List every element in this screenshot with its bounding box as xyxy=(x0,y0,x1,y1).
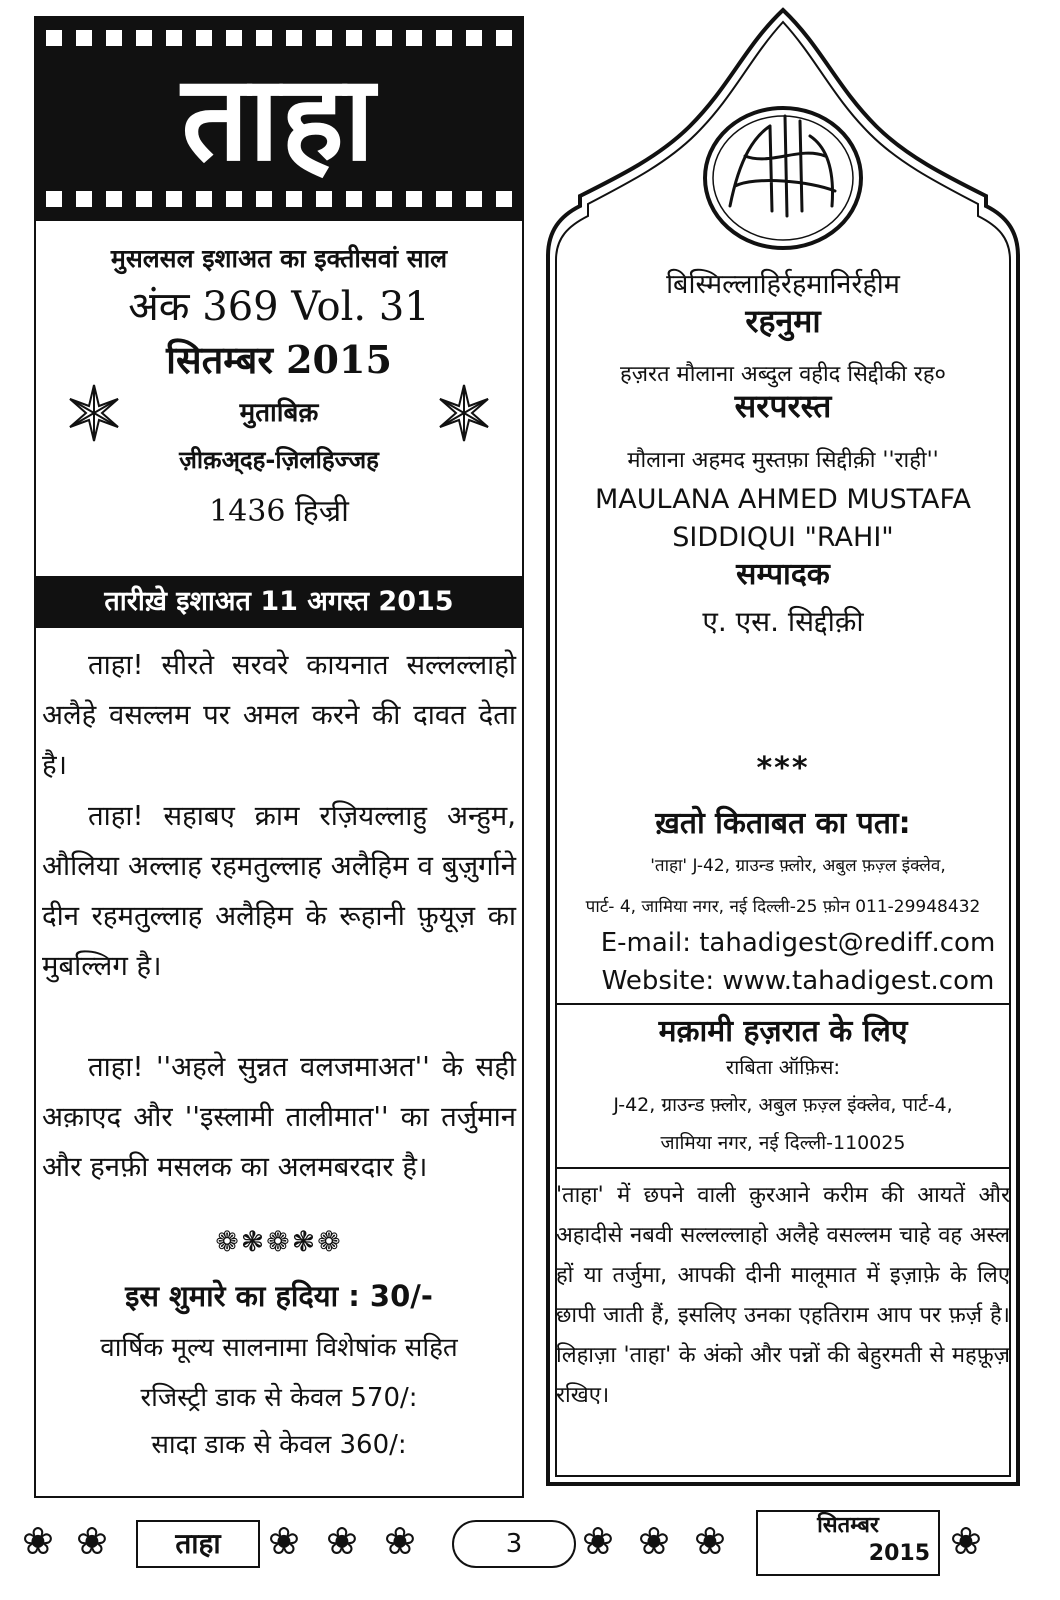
masthead-banner xyxy=(34,16,524,221)
website-link[interactable]: Website: www.tahadigest.com xyxy=(601,966,995,996)
continuous-year-text: मुसलसल इशाअत का इक्तीसवां साल xyxy=(110,244,448,273)
issue-month-year: सितम्बर 2015 xyxy=(166,337,392,382)
magazine-title: ताहा xyxy=(181,49,377,187)
flower-icon: ❀ xyxy=(326,1519,358,1563)
local-office-address: J-42, ग्राउन्ड फ़्लोर, अबुल फ़ज़्ल इंक्लेव, पार्ट-4, xyxy=(613,1094,953,1116)
guide-label: रहनुमा xyxy=(745,302,821,340)
footer-year: 2015 xyxy=(868,1541,930,1566)
page-footer xyxy=(0,1508,1060,1578)
bismillah: बिस्मिल्लाहिर्रहमानिर्रहीम xyxy=(666,269,900,300)
according-to-label: मुताबिक़ xyxy=(239,398,319,428)
flower-icon: ❀ xyxy=(950,1519,982,1563)
flower-icon: ❀ xyxy=(22,1519,54,1563)
right-column xyxy=(540,6,1026,1486)
hijri-year: 1436 हिज्री xyxy=(209,494,349,529)
footer-issue-date xyxy=(756,1510,940,1576)
registered-post-price: रजिस्ट्री डाक से केवल 570/: xyxy=(140,1383,418,1413)
flower-icon: ❀ xyxy=(384,1519,416,1563)
mission-paragraph: ताहा! ''अहले सुन्नत वलजमाअत'' के सही अक़ाएद और ''इस्लामी तालीमात'' का तर्जुमान और हनफ़ी मसलक का अलमबरदार है। xyxy=(42,1051,516,1183)
flower-icon: ❀ xyxy=(268,1519,300,1563)
mission-box xyxy=(34,628,524,1498)
release-date-bar: तारीख़े इशाअत 11 अगस्त 2015 xyxy=(34,576,524,628)
address-line: पार्ट- 4, जामिया नगर, नई दिल्ली-25 फ़ोन 011-29948432 xyxy=(585,897,981,917)
left-column xyxy=(34,16,524,1496)
ordinary-post-price: सादा डाक से केवल 360/: xyxy=(151,1430,407,1460)
flower-divider-icon: ❁❃❁❃❁ xyxy=(215,1225,343,1258)
annual-price-label: वार्षिक मूल्य सालनामा विशेषांक सहित xyxy=(100,1333,458,1363)
mission-paragraph: ताहा! सहाबए क्राम रज़ियल्लाहु अन्हुम, औलिया अल्लाह रहमतुल्लाह अलैहिम व बुज़ुर्गाने दीन रहमतुल्लाह अलैहिम के रूहानी फ़ुयूज़ का मुबल्लिग है। xyxy=(42,800,516,982)
address-line: 'ताहा' J-42, ग्राउन्ड फ़्लोर, अबुल फ़ज़्ल इंक्लेव, xyxy=(650,856,946,876)
mission-paragraph: ताहा! सीरते सरवरे कायनात सल्लल्लाहो अलैहे वसल्लम पर अमल करने की दावत देता है। xyxy=(42,649,516,781)
guide-name: हज़रत मौलाना अब्दुल वहीद सिद्दीकी रह० xyxy=(620,362,946,387)
patron-name-english: MAULANA AHMED MUSTAFA SIDDIQUI "RAHI" xyxy=(595,484,971,553)
volume-number: अंक 369 Vol. 31 xyxy=(128,284,430,330)
page-number: 3 xyxy=(452,1520,576,1568)
hijri-months: ज़ीक़अ्दह-ज़िलहिज्जह xyxy=(179,446,379,474)
local-office-address: जामिया नगर, नई दिल्ली-110025 xyxy=(660,1132,906,1154)
flower-icon: ❀ xyxy=(638,1519,670,1563)
issue-info-box xyxy=(34,221,524,576)
local-office-label: राबिता ऑफ़िस: xyxy=(725,1055,841,1079)
issue-price: इस शुमारे का हदिया : 30/- xyxy=(125,1279,433,1313)
star-separator: *** xyxy=(756,751,810,786)
editor-label: सम्पादक xyxy=(736,557,830,592)
local-office-heading: मक़ामी हज़रात के लिए xyxy=(658,1014,908,1049)
flower-icon: ❀ xyxy=(694,1519,726,1563)
patron-label: सरपरस्त xyxy=(734,387,832,425)
editor-name: ए. एस. सिद्दीक़ी xyxy=(702,605,864,638)
calligraphy-seal-icon xyxy=(705,108,861,248)
patron-name: मौलाना अहमद मुस्तफ़ा सिद्दीक़ी ''राही'' xyxy=(627,448,939,473)
film-perforation-top xyxy=(46,30,512,46)
flower-icon: ❀ xyxy=(76,1519,108,1563)
flower-icon: ❀ xyxy=(582,1519,614,1563)
email-link[interactable]: E-mail: tahadigest@rediff.com xyxy=(600,928,996,958)
footer-month: सितम्बर xyxy=(817,1513,879,1538)
reverence-notice: 'ताहा' में छपने वाली क़ुरआने करीम की आयतें और अहादीसे नबवी सल्लल्लाहो अलैहे वसल्लम चाहे वह अस्ल हों या तर्जुमा, आपकी दीनी मालूमात में इज़ाफ़े के लिए छापी जाती हैं, इसलिए उनका एहतिराम आप पर फ़र्ज़ है। लिहाज़ा 'ताहा' के अंको और पन्नों की बेहुरमती से महफ़ूज़ रखिए। xyxy=(556,1183,1010,1408)
star-icon xyxy=(434,383,494,443)
address-heading: ख़तो किताबत का पता: xyxy=(655,806,911,841)
film-perforation-bottom xyxy=(46,191,512,207)
footer-magazine-name: ताहा xyxy=(136,1520,260,1568)
